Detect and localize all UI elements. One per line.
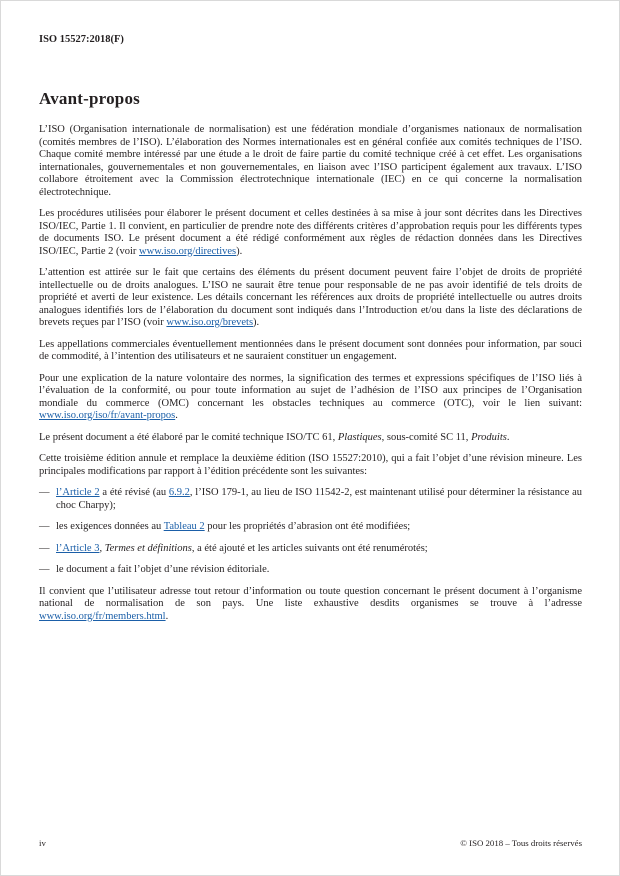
list-dash: — bbox=[39, 542, 50, 554]
text-run: pour les propriétés d’abrasion ont été modifiées; bbox=[204, 521, 411, 532]
italic-text: Produits bbox=[471, 431, 507, 443]
inline-link[interactable]: www.iso.org/brevets bbox=[166, 317, 254, 328]
paragraph-wto-tbt bbox=[39, 373, 582, 423]
list-item bbox=[39, 564, 582, 577]
body-text bbox=[39, 124, 582, 623]
copyright-notice: © ISO 2018 – Tous droits réservés bbox=[460, 838, 582, 848]
text-run: Il convient que l’utilisateur adresse tout retour d’information ou toute question concernant le présent document à l’organisme national de normalisation de son pays. Une liste exhaustive desdits organismes se trouve à l’adresse bbox=[39, 585, 582, 609]
list-item-text bbox=[56, 564, 582, 577]
inline-link[interactable]: www.iso.org/iso/fr/avant-propos bbox=[39, 410, 176, 421]
document-reference: ISO 15527:2018(F) bbox=[39, 34, 124, 45]
list-item-text bbox=[56, 487, 582, 512]
page-footer bbox=[39, 838, 582, 848]
text-run: le document a fait l’objet d’une révision éditoriale. bbox=[56, 564, 270, 575]
inline-link[interactable]: Tableau 2 bbox=[163, 521, 205, 532]
paragraph-intellectual-property bbox=[39, 267, 582, 330]
text-run: , a été ajouté et les articles suivants ont été renumérotés; bbox=[191, 542, 428, 554]
text-run: Cette troisième édition annule et remplace la deuxième édition (ISO 15527:2010), qui a fait l’objet d’une révision mineure. Les principales modifications par rapport à l’édition précédente sont les suivantes: bbox=[39, 453, 582, 477]
page-title: Avant-propos bbox=[39, 89, 140, 108]
list-item-text bbox=[56, 543, 582, 556]
inline-link[interactable]: www.iso.org/fr/members.html bbox=[39, 610, 166, 622]
text-run: L’attention est attirée sur le fait que certains des éléments du présent document peuvent faire l’objet de droits de propriété intellectuelle ou de droits analogues. L’ISO ne saurait être tenue pour responsable de ne pas avoir identifié de tels droits de propriété et averti de leur existence. Les détails concernant les références aux droits de propriété intellectuelle ou autres droits analogues identifiés lors de l’élaboration du document sont indiqués dans l’Introduction et/ou dans la liste des déclarations de brevets reçues par l’ISO (voir bbox=[39, 267, 582, 328]
inline-link[interactable]: www.iso.org/directives bbox=[139, 245, 237, 257]
list-dash: — bbox=[39, 564, 50, 575]
paragraph-trade-names bbox=[39, 339, 582, 364]
text-run: ). bbox=[236, 245, 243, 257]
text-run: ). bbox=[253, 317, 260, 328]
text-run: Le présent document a été élaboré par le comité technique ISO/TC 61, bbox=[39, 431, 338, 443]
text-run: Les appellations commerciales éventuellement mentionnées dans le présent document sont données pour information, par souci de commodité, à l’intention des utilisateurs et ne sauraient constituer un engagement. bbox=[39, 338, 582, 362]
text-run: , bbox=[99, 542, 105, 554]
paragraph-edition bbox=[39, 453, 582, 478]
paragraph-committee bbox=[39, 432, 582, 445]
page-number: iv bbox=[39, 838, 46, 848]
inline-link[interactable]: 6.9.2 bbox=[168, 487, 190, 498]
text-run: Pour une explication de la nature volontaire des normes, la signification des termes et expressions spécifiques de l’ISO liés à l’évaluation de la conformité, ou pour toute information au sujet de l’adhésion de l’ISO aux principes de l’Organisation mondiale du commerce (OMC) concernant les obstacles techniques au commerce (OTC), voir le lien suivant: bbox=[39, 372, 582, 409]
paragraph-iso-intro bbox=[39, 124, 582, 199]
text-run: . bbox=[506, 431, 510, 443]
page-content bbox=[39, 1, 582, 632]
list-item bbox=[39, 521, 582, 534]
text-run: . bbox=[165, 610, 169, 622]
list-item bbox=[39, 487, 582, 512]
inline-link[interactable]: l’Article 3 bbox=[56, 542, 100, 554]
text-run: Les procédures utilisées pour élaborer le présent document et celles destinées à sa mise à jour sont décrites dans les Directives ISO/IEC, Partie 1. Il convient, en particulier de prendre note des différents critères d’approbation requis pour les différents types de documents ISO. Le présent document a été rédigé conformément aux règles de rédaction données dans les Directives ISO/IEC, Partie 2 (voir bbox=[39, 208, 582, 257]
inline-link[interactable]: l’Article 2 bbox=[56, 487, 100, 498]
text-run: a été révisé (au bbox=[99, 487, 169, 498]
paragraph-feedback bbox=[39, 586, 582, 624]
list-item-text bbox=[56, 521, 582, 534]
list-dash: — bbox=[39, 487, 50, 498]
text-run: , l’ISO 179-1, au lieu de ISO 11542-2, est maintenant utilisé pour déterminer la résistance au choc Charpy); bbox=[56, 487, 582, 511]
paragraph-procedures bbox=[39, 208, 582, 258]
italic-text: Termes et définitions bbox=[104, 542, 192, 554]
text-run: les exigences données au bbox=[56, 521, 164, 532]
modifications-list bbox=[39, 487, 582, 577]
list-dash: — bbox=[39, 521, 50, 532]
text-run: , sous-comité SC 11, bbox=[381, 431, 472, 443]
list-item bbox=[39, 543, 582, 556]
text-run: L’ISO (Organisation internationale de normalisation) est une fédération mondiale d’organismes nationaux de normalisation (comités membres de l’ISO). L’élaboration des Normes internationales est en général confiée aux comités techniques de l’ISO. Chaque comité membre intéressé par une étude a le droit de faire partie du comité technique créé à cet effet. Les organisations internationales, gouvernementales et non gouvernementales, en liaison avec l’ISO participent également aux travaux. L’ISO collabore étroitement avec la Commission électrotechnique internationale (IEC) en ce qui concerne la normalisation électrotechnique. bbox=[39, 124, 582, 198]
italic-text: Plastiques bbox=[337, 431, 382, 443]
text-run: . bbox=[175, 410, 178, 421]
